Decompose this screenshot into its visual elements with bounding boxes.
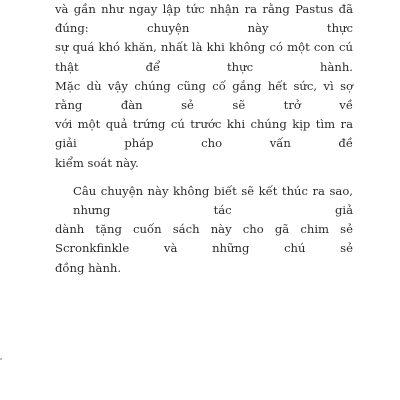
text-line: sự quá khó khăn, nhất là khi không có một con cú thật để thực hành. xyxy=(55,40,353,74)
text-line: và gần như ngay lập tức nhận ra rằng Pastus đã đúng: chuyện này thực xyxy=(55,2,353,36)
paragraph-2 xyxy=(55,182,353,278)
scan-speck xyxy=(0,358,2,360)
text-line: Câu chuyện này không biết sẽ kết thúc ra sao, nhưng tác giả xyxy=(73,183,353,218)
paragraph-1 xyxy=(55,0,353,173)
body-text xyxy=(55,0,353,278)
paragraph-gap xyxy=(55,173,353,182)
text-line: kiểm soát này. xyxy=(55,155,139,170)
text-line: đồng hành. xyxy=(55,260,122,275)
text-line: Mặc dù vậy chúng cũng cố gắng hết sức, vì sợ rằng đàn sẻ sẽ trở về xyxy=(55,78,353,113)
text-line: dành tặng cuốn sách này cho gã chim sẻ Scronkfinkle và những chú sẻ xyxy=(55,222,353,256)
text-line: với một quả trứng cú trước khi chúng kịp tìm ra giải pháp cho vấn đề xyxy=(55,117,353,151)
